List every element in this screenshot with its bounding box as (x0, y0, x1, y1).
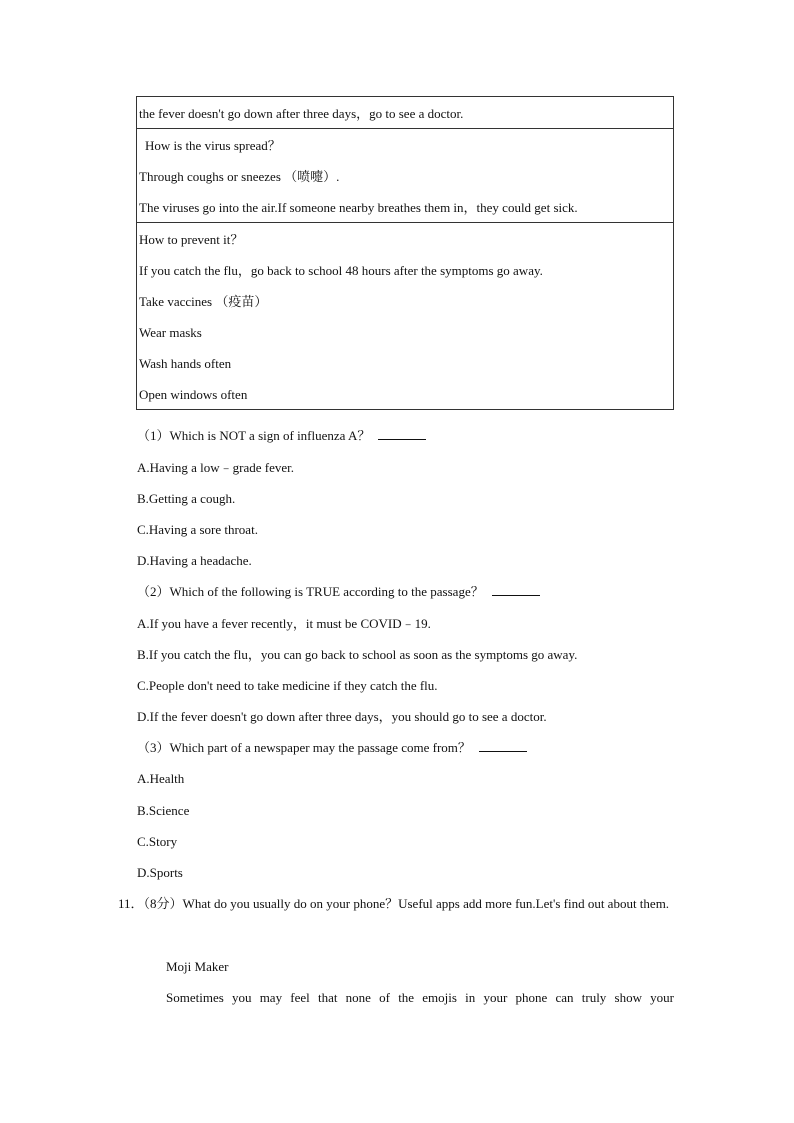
table-row-prevent (137, 222, 673, 409)
option: C.Having a sore throat. (137, 522, 258, 537)
table-text: Take vaccines （疫苗） (139, 294, 268, 309)
option: D.If the fever doesn't go down after three days，you should go to see a doctor. (137, 709, 547, 724)
question-stem: （1）Which is NOT a sign of influenza A？ (137, 426, 426, 446)
table-text: Wash hands often (139, 356, 232, 371)
table-text: The viruses go into the air.If someone nearby breathes them in，they could get sick. (139, 200, 578, 215)
option: D.Having a headache. (137, 553, 252, 568)
spread-heading: How is the virus spread？ (145, 138, 281, 153)
prevent-heading: How to prevent it？ (139, 232, 244, 247)
answer-blank[interactable] (492, 583, 540, 596)
question-stem: （2）Which of the following is TRUE according to the passage？ (137, 582, 540, 602)
app-title: Moji Maker (166, 959, 229, 974)
option: B.If you catch the flu，you can go back to school as soon as the symptoms go away. (137, 647, 578, 662)
table-text: Open windows often (139, 387, 248, 402)
table-text: Wear masks (139, 325, 202, 340)
q11-intro (118, 888, 674, 919)
option: D.Sports (137, 865, 183, 880)
option: B.Science (137, 803, 190, 818)
q11-points: （8分） (143, 896, 183, 911)
table-row-doctor (137, 97, 673, 128)
table-text: If you catch the flu，go back to school 48 hours after the symptoms go away. (139, 263, 543, 278)
option: A.Having a low﹣grade fever. (137, 460, 295, 475)
app-description: Sometimes you may feel that none of the emojis in your phone can truly show your (166, 990, 674, 1005)
option: B.Getting a cough. (137, 491, 236, 506)
option: C.People don't need to take medicine if they catch the flu. (137, 678, 438, 693)
table-text: Through coughs or sneezes （喷嚏）. (139, 169, 340, 184)
option: A.If you have a fever recently，it must be COVID﹣19. (137, 616, 431, 631)
answer-blank[interactable] (479, 739, 527, 752)
table-row-spread (137, 128, 673, 222)
option: A.Health (137, 771, 185, 786)
q11-number: 11． (118, 896, 144, 911)
info-table (136, 96, 674, 410)
q11-text: What do you usually do on your phone？Useful apps add more fun.Let's find out about them. (182, 896, 670, 911)
answer-blank[interactable] (378, 427, 426, 440)
option: C.Story (137, 834, 178, 849)
table-text: the fever doesn't go down after three days，go to see a doctor. (139, 106, 464, 121)
question-stem: （3）Which part of a newspaper may the passage come from？ (137, 738, 527, 758)
